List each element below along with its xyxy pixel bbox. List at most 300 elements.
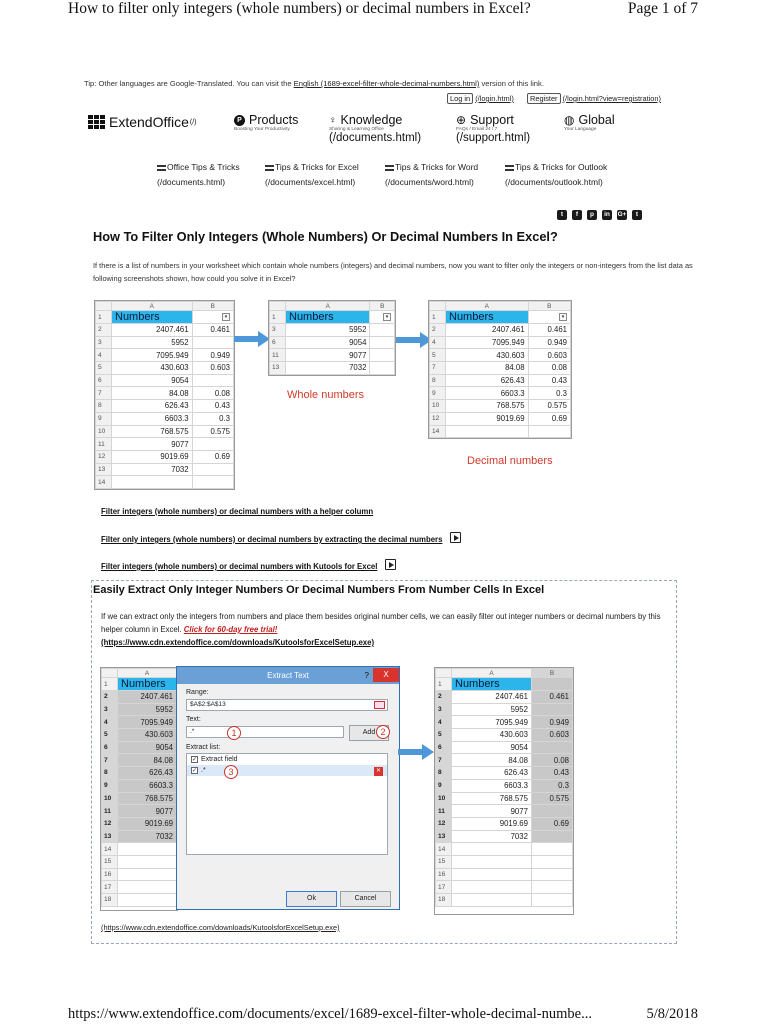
cell[interactable]: 768.575	[112, 425, 193, 438]
cell[interactable]: 5952	[118, 703, 177, 716]
cell[interactable]	[192, 463, 233, 476]
social-icons	[557, 210, 642, 220]
row-number[interactable]: 12	[436, 817, 452, 830]
row-number[interactable]: 6	[96, 374, 112, 387]
row-number[interactable]: 4	[436, 716, 452, 729]
cell[interactable]: 84.08	[452, 754, 532, 767]
sheet-full-list: A B 1 Numbers ▾ 2 2407.461 0.461 3 5952 4 7095.949 0.949 5 430.603 0.603 6 9054 7 84.08 0.08 8 626.43 0.43 9 6603.3 0.3 10 768.575 0.575 11 9077 12 9019.69 0.69 13 7032 14	[94, 300, 235, 490]
cell[interactable]: 0.603	[192, 362, 233, 375]
row-number[interactable]: 10	[436, 792, 452, 805]
table-row	[436, 754, 573, 767]
toc-link-extract[interactable]: Filter only integers (whole numbers) or decimal numbers by extracting the decimal numbers	[101, 535, 443, 544]
register-button[interactable]: Register	[527, 93, 561, 104]
cell[interactable]: 768.575	[118, 792, 177, 805]
cell[interactable]: 0.603	[528, 349, 570, 362]
cell[interactable]	[531, 741, 572, 754]
logo-link[interactable]: (/)	[189, 118, 197, 126]
cell[interactable]: 7095.949	[452, 716, 532, 729]
cell[interactable]: 9054	[452, 741, 532, 754]
tumblr-icon[interactable]: t	[632, 210, 642, 220]
table-row	[436, 741, 573, 754]
row-number[interactable]: 17	[102, 881, 118, 894]
cell[interactable]	[192, 336, 233, 349]
cell[interactable]: 0.3	[192, 412, 233, 425]
row-number[interactable]: 5	[436, 729, 452, 742]
row-number[interactable]: 12	[96, 450, 112, 463]
row-number[interactable]: 13	[102, 830, 118, 843]
twitter-icon[interactable]: t	[557, 210, 567, 220]
row-number[interactable]: 15	[436, 855, 452, 868]
close-icon[interactable]: X	[373, 668, 399, 682]
row-number[interactable]: 8	[430, 374, 446, 387]
row-number[interactable]: 7	[430, 362, 446, 375]
cell[interactable]: 5952	[112, 336, 193, 349]
cell[interactable]: 0.08	[192, 387, 233, 400]
cell[interactable]: 0.575	[192, 425, 233, 438]
cell[interactable]	[118, 855, 177, 868]
nav-knowledge-sub: Sharing & Learning Office	[329, 127, 384, 132]
row-number[interactable]: 16	[102, 868, 118, 881]
range-input[interactable]: $A$2:$A$13	[186, 699, 388, 711]
cell[interactable]: 7095.949	[112, 349, 193, 362]
row-number[interactable]: 7	[102, 754, 118, 767]
linkedin-icon[interactable]: in	[602, 210, 612, 220]
extract-list-label: Extract list:	[186, 744, 221, 751]
text-label: Text:	[186, 716, 201, 723]
table-row	[430, 425, 571, 438]
ok-button[interactable]: Ok	[286, 891, 337, 907]
video-icon[interactable]	[450, 532, 461, 543]
cell[interactable]	[446, 425, 529, 438]
cell[interactable]: 84.08	[112, 387, 193, 400]
col-b-header: B	[192, 302, 233, 311]
subnav-excel-link[interactable]: (/documents/excel.html)	[265, 177, 356, 187]
cell[interactable]: 2407.461	[446, 324, 529, 337]
cell[interactable]: 430.603	[118, 729, 177, 742]
nav-knowledge[interactable]	[329, 113, 421, 144]
cell[interactable]: 0.43	[192, 400, 233, 413]
cell[interactable]: 6603.3	[452, 779, 532, 792]
nav-support[interactable]	[456, 113, 530, 144]
toc-link-helper-column[interactable]: Filter integers (whole numbers) or decimal numbers with a helper column	[101, 507, 374, 516]
video-icon[interactable]	[385, 559, 396, 570]
sheet-result: A B 1 Numbers 2 2407.461 0.461 3 5952 4 7095.949 0.949 5 430.603 0.603 6 9054 7 84.08 0.08 8 626.43 0.43 9 6603.3 0.3 10 768.575 0.575 11 9077 12 9019.69 0.69 13 7032 14 15 16 17 18	[434, 667, 574, 915]
cell[interactable]	[531, 703, 572, 716]
text-input[interactable]: .*	[186, 726, 344, 738]
extract-row[interactable]	[187, 765, 387, 776]
row-number[interactable]: 11	[96, 438, 112, 451]
table-row	[430, 400, 571, 413]
cell[interactable]	[192, 374, 233, 387]
cell[interactable]	[531, 881, 572, 894]
nav-global[interactable]	[564, 113, 615, 132]
row-number[interactable]: 9	[96, 412, 112, 425]
row-number[interactable]: 12	[102, 817, 118, 830]
cell[interactable]: 0.43	[528, 374, 570, 387]
cell[interactable]: 7032	[118, 830, 177, 843]
nav-support-label[interactable]: Support	[470, 113, 514, 127]
col-b-header: B	[370, 302, 395, 311]
table-row	[96, 450, 234, 463]
table-row	[102, 894, 177, 907]
table-row	[430, 336, 571, 349]
numbers-header: Numbers	[286, 311, 370, 324]
row-number[interactable]: 14	[430, 425, 446, 438]
cell[interactable]: 5952	[452, 703, 532, 716]
cell[interactable]: 430.603	[452, 729, 532, 742]
cell[interactable]: 9054	[286, 336, 370, 349]
cell[interactable]: 9019.69	[118, 817, 177, 830]
cell[interactable]: 0.575	[531, 792, 572, 805]
table-row	[270, 362, 395, 375]
cell[interactable]	[531, 830, 572, 843]
extract-field-header	[187, 754, 387, 765]
row-number[interactable]: 7	[96, 387, 112, 400]
table-row	[102, 729, 177, 742]
section-paragraph	[101, 610, 676, 649]
cell[interactable]	[452, 868, 532, 881]
table-row	[96, 438, 234, 451]
help-icon[interactable]: ?	[364, 671, 369, 680]
logo[interactable]	[88, 114, 197, 130]
table-row	[436, 779, 573, 792]
subnav-excel[interactable]	[265, 160, 359, 190]
cell[interactable]: 7032	[452, 830, 532, 843]
footer-url: https://www.extendoffice.com/documents/excel/1689-excel-filter-whole-decimal-numbe...	[68, 1006, 592, 1022]
table-row	[102, 868, 177, 881]
trial-link[interactable]: Click for 60-day free trial!	[183, 625, 278, 634]
row-number[interactable]: 18	[102, 894, 118, 907]
cell[interactable]: 84.08	[118, 754, 177, 767]
register-url[interactable]: (/login.html?view=registration)	[562, 94, 661, 103]
globe-icon: ◍	[564, 113, 575, 127]
cell[interactable]: 0.43	[531, 767, 572, 780]
cell[interactable]: 626.43	[112, 400, 193, 413]
cell[interactable]: 6603.3	[446, 387, 529, 400]
checkbox-icon[interactable]: ✓	[192, 768, 198, 774]
checkbox-icon[interactable]: ✓	[192, 757, 198, 763]
table-row	[430, 324, 571, 337]
filter-active-icon[interactable]: ▾	[559, 313, 567, 321]
row-number[interactable]: 9	[436, 779, 452, 792]
cell[interactable]: 7095.949	[446, 336, 529, 349]
table-row	[96, 463, 234, 476]
table-row	[436, 716, 573, 729]
row-number[interactable]: 7	[436, 754, 452, 767]
table-row	[102, 716, 177, 729]
cell[interactable]: 9077	[118, 805, 177, 818]
range-select-icon[interactable]	[374, 701, 385, 709]
googleplus-icon[interactable]: G+	[617, 211, 627, 218]
cell[interactable]: 2407.461	[452, 691, 532, 704]
row-number[interactable]: 9	[430, 387, 446, 400]
nav-products-label[interactable]: Products	[249, 113, 299, 127]
english-link[interactable]: English (1689-excel-filter-whole-decimal-numbers.html)	[293, 79, 480, 88]
row-number[interactable]: 10	[96, 425, 112, 438]
row-number[interactable]: 4	[96, 349, 112, 362]
row-number[interactable]: 11	[102, 805, 118, 818]
cell[interactable]	[452, 855, 532, 868]
numbers-header: Numbers	[446, 311, 529, 324]
cell[interactable]: 0.69	[531, 817, 572, 830]
table-row	[102, 779, 177, 792]
login-button[interactable]: Log in	[447, 93, 473, 104]
row-number[interactable]: 16	[436, 868, 452, 881]
row-number[interactable]: 2	[430, 324, 446, 337]
subnav-word[interactable]	[385, 160, 478, 190]
cell[interactable]: 0.575	[528, 400, 570, 413]
row-number[interactable]: 14	[96, 476, 112, 489]
subnav-office-label[interactable]: Office Tips & Tricks	[167, 162, 240, 172]
list-icon	[157, 165, 166, 171]
subnav-excel-label[interactable]: Tips & Tricks for Excel	[275, 162, 359, 172]
cell[interactable]: 0.603	[531, 729, 572, 742]
cell[interactable]	[192, 476, 233, 489]
toc-link-kutools[interactable]: Filter integers (whole numbers) or decimal numbers with Kutools for Excel	[101, 562, 378, 571]
row-number[interactable]: 14	[436, 843, 452, 856]
cell[interactable]: 2407.461	[112, 324, 193, 337]
row-number[interactable]: 11	[436, 805, 452, 818]
table-row	[102, 767, 177, 780]
cell[interactable]: 7032	[112, 463, 193, 476]
cell[interactable]: 9019.69	[112, 450, 193, 463]
row-number[interactable]: 15	[102, 855, 118, 868]
cell[interactable]	[452, 843, 532, 856]
table-row	[102, 805, 177, 818]
table-row	[436, 729, 573, 742]
filter-dropdown-icon[interactable]: ▾	[222, 313, 230, 321]
nav-knowledge-link[interactable]: (/documents.html)	[329, 132, 422, 144]
subnav-office-link[interactable]: (/documents.html)	[157, 177, 226, 187]
row-number[interactable]: 17	[436, 881, 452, 894]
cell[interactable]: 9077	[112, 438, 193, 451]
cell[interactable]: 9077	[452, 805, 532, 818]
row-number[interactable]: 4	[430, 336, 446, 349]
row-number[interactable]: 9	[102, 779, 118, 792]
cell[interactable]: 0.69	[192, 450, 233, 463]
nav-knowledge-label[interactable]: Knowledge	[340, 113, 403, 127]
row-number[interactable]: 8	[102, 767, 118, 780]
table-row	[96, 400, 234, 413]
table-row	[96, 425, 234, 438]
step-3-marker: 3	[224, 765, 238, 779]
cell[interactable]: 9077	[286, 349, 370, 362]
numbers-header: Numbers	[118, 678, 177, 691]
row-number[interactable]: 13	[270, 362, 286, 375]
row-number[interactable]: 5	[96, 362, 112, 375]
row-number[interactable]: 13	[96, 463, 112, 476]
row-number[interactable]: 10	[430, 400, 446, 413]
cell[interactable]	[531, 868, 572, 881]
col-a-header: A	[118, 669, 177, 678]
row-number[interactable]: 2	[436, 691, 452, 704]
table-row	[96, 362, 234, 375]
cell[interactable]	[112, 476, 193, 489]
cell[interactable]: 430.603	[446, 349, 529, 362]
row-number[interactable]: 12	[430, 412, 446, 425]
products-icon: P	[234, 115, 245, 126]
page-number: Page 1 of 7	[627, 0, 698, 17]
register-link[interactable]	[527, 94, 661, 103]
table-row	[96, 387, 234, 400]
cell[interactable]: 0.949	[192, 349, 233, 362]
row-number[interactable]: 4	[102, 716, 118, 729]
cell[interactable]: 5952	[286, 324, 370, 337]
row-number[interactable]: 8	[96, 400, 112, 413]
table-row	[96, 324, 234, 337]
nav-products[interactable]	[234, 113, 298, 132]
cell[interactable]	[531, 843, 572, 856]
nav-products-sub: Boosting Your Productivity	[234, 127, 290, 132]
cell[interactable]: 7095.949	[118, 716, 177, 729]
cell[interactable]: 9054	[118, 741, 177, 754]
table-row	[96, 349, 234, 362]
cancel-button[interactable]: Cancel	[340, 891, 391, 907]
article-intro: If there is a list of numbers in your worksheet which contain whole numbers (integers) and decimal numbers, now you want to filter only the integers or non-integers from the list data as following screenshots shown, how could you solve it in Excel?	[93, 261, 693, 283]
table-row	[96, 412, 234, 425]
nav-global-label[interactable]: Global	[578, 113, 615, 127]
table-row	[102, 691, 177, 704]
row-number[interactable]: 11	[270, 349, 286, 362]
extract-text-dialog	[176, 666, 400, 910]
cell[interactable]: 430.603	[112, 362, 193, 375]
table-row	[102, 843, 177, 856]
table-row	[436, 894, 573, 907]
row-number[interactable]: 5	[102, 729, 118, 742]
tip-line	[84, 79, 544, 88]
subnav-outlook-link[interactable]: (/documents/outlook.html)	[505, 177, 603, 187]
table-row	[436, 805, 573, 818]
cell[interactable]: 626.43	[452, 767, 532, 780]
cell[interactable]: 0.949	[528, 336, 570, 349]
cell[interactable]	[452, 894, 532, 907]
cell[interactable]: 9019.69	[452, 817, 532, 830]
row-number[interactable]: 6	[102, 741, 118, 754]
dialog-title: Extract Text	[267, 671, 309, 680]
col-b-header: B	[531, 669, 572, 678]
article-title: How To Filter Only Integers (Whole Numbers) Or Decimal Numbers In Excel?	[93, 229, 558, 244]
cell[interactable]: 768.575	[452, 792, 532, 805]
cell[interactable]	[118, 868, 177, 881]
cell[interactable]	[531, 894, 572, 907]
download-link-bottom[interactable]: (https://www.cdn.extendoffice.com/downloads/KutoolsforExcelSetup.exe)	[101, 923, 340, 932]
nav-support-sub: FAQs / Email 24 / 7	[456, 127, 498, 132]
cell[interactable]	[118, 843, 177, 856]
row-number[interactable]: 3	[102, 703, 118, 716]
cell[interactable]: 0.461	[192, 324, 233, 337]
col-a-header: A	[452, 669, 532, 678]
row-number[interactable]: 3	[270, 324, 286, 337]
cell[interactable]	[370, 324, 395, 337]
cell[interactable]: 0.461	[528, 324, 570, 337]
cell[interactable]: 626.43	[446, 374, 529, 387]
cell[interactable]: 84.08	[446, 362, 529, 375]
subnav-office[interactable]	[157, 160, 240, 190]
cell[interactable]: 626.43	[118, 767, 177, 780]
table-row	[96, 374, 234, 387]
cell[interactable]	[370, 349, 395, 362]
section-text: If we can extract only the integers from numbers and place them besides original number cells, we can easily filter out integer numbers or decimal numbers by this helper column in Excel.	[101, 612, 661, 634]
subnav-outlook-label[interactable]: Tips & Tricks for Outlook	[515, 162, 608, 172]
row-number[interactable]: 3	[436, 703, 452, 716]
cell[interactable]	[370, 362, 395, 375]
row-number[interactable]: 6	[270, 336, 286, 349]
cell[interactable]	[118, 881, 177, 894]
delete-icon[interactable]: ✕	[375, 768, 382, 774]
nav-support-link[interactable]: (/support.html)	[456, 132, 531, 144]
whole-numbers-caption: Whole numbers	[287, 389, 365, 401]
filter-active-icon[interactable]: ▾	[383, 313, 391, 321]
subnav-outlook[interactable]	[505, 160, 607, 190]
cell[interactable]: 0.949	[531, 716, 572, 729]
row-number[interactable]: 2	[96, 324, 112, 337]
cell[interactable]: 0.461	[531, 691, 572, 704]
lifebuoy-icon: ⊕	[456, 113, 467, 127]
toc-item-kutools	[101, 556, 396, 574]
add-button[interactable]: Add	[349, 725, 389, 741]
row-number[interactable]: 2	[102, 691, 118, 704]
cell[interactable]: 9054	[112, 374, 193, 387]
table-row	[102, 792, 177, 805]
cell[interactable]: 0.3	[531, 779, 572, 792]
cell[interactable]	[531, 805, 572, 818]
cell[interactable]: 0.3	[528, 387, 570, 400]
cell[interactable]: 2407.461	[118, 691, 177, 704]
subnav-word-link[interactable]: (/documents/word.html)	[385, 177, 474, 187]
col-a-header: A	[446, 302, 529, 311]
print-title: How to filter only integers (whole numbers) or decimal numbers in Excel?	[68, 0, 531, 17]
row-number[interactable]: 8	[436, 767, 452, 780]
cell[interactable]	[192, 438, 233, 451]
row-number[interactable]: 10	[102, 792, 118, 805]
extract-list[interactable]	[186, 753, 388, 855]
row-number[interactable]: 18	[436, 894, 452, 907]
login-link[interactable]	[447, 94, 514, 103]
logo-text[interactable]: ExtendOffice	[109, 114, 189, 130]
table-row	[436, 830, 573, 843]
row-number[interactable]: 5	[430, 349, 446, 362]
download-link[interactable]: (https://www.cdn.extendoffice.com/downloads/KutoolsforExcelSetup.exe)	[101, 638, 375, 647]
facebook-icon[interactable]: f	[572, 210, 582, 220]
cell[interactable]	[531, 855, 572, 868]
login-url[interactable]: (/login.html)	[475, 94, 514, 103]
cell[interactable]: 9019.69	[446, 412, 529, 425]
cell[interactable]: 7032	[286, 362, 370, 375]
table-row	[430, 374, 571, 387]
row-number[interactable]: 3	[96, 336, 112, 349]
subnav-word-label[interactable]: Tips & Tricks for Word	[395, 162, 479, 172]
cell[interactable]: 0.08	[528, 362, 570, 375]
cell[interactable]: 6603.3	[112, 412, 193, 425]
row-number[interactable]: 14	[102, 843, 118, 856]
cell[interactable]: 768.575	[446, 400, 529, 413]
cell[interactable]	[118, 894, 177, 907]
col-a-header: A	[286, 302, 370, 311]
tip-text-end: version of this link.	[479, 79, 544, 88]
row-number[interactable]: 13	[436, 830, 452, 843]
table-row	[102, 741, 177, 754]
cell[interactable]	[370, 336, 395, 349]
dialog-titlebar	[177, 667, 399, 684]
cell[interactable]: 0.69	[528, 412, 570, 425]
row-number[interactable]: 6	[436, 741, 452, 754]
cell[interactable]	[452, 881, 532, 894]
cell[interactable]	[528, 425, 570, 438]
cell[interactable]: 6603.3	[118, 779, 177, 792]
cell[interactable]: 0.08	[531, 754, 572, 767]
extract-field-label: Extract field	[201, 756, 238, 763]
pinterest-icon[interactable]: p	[587, 210, 597, 220]
